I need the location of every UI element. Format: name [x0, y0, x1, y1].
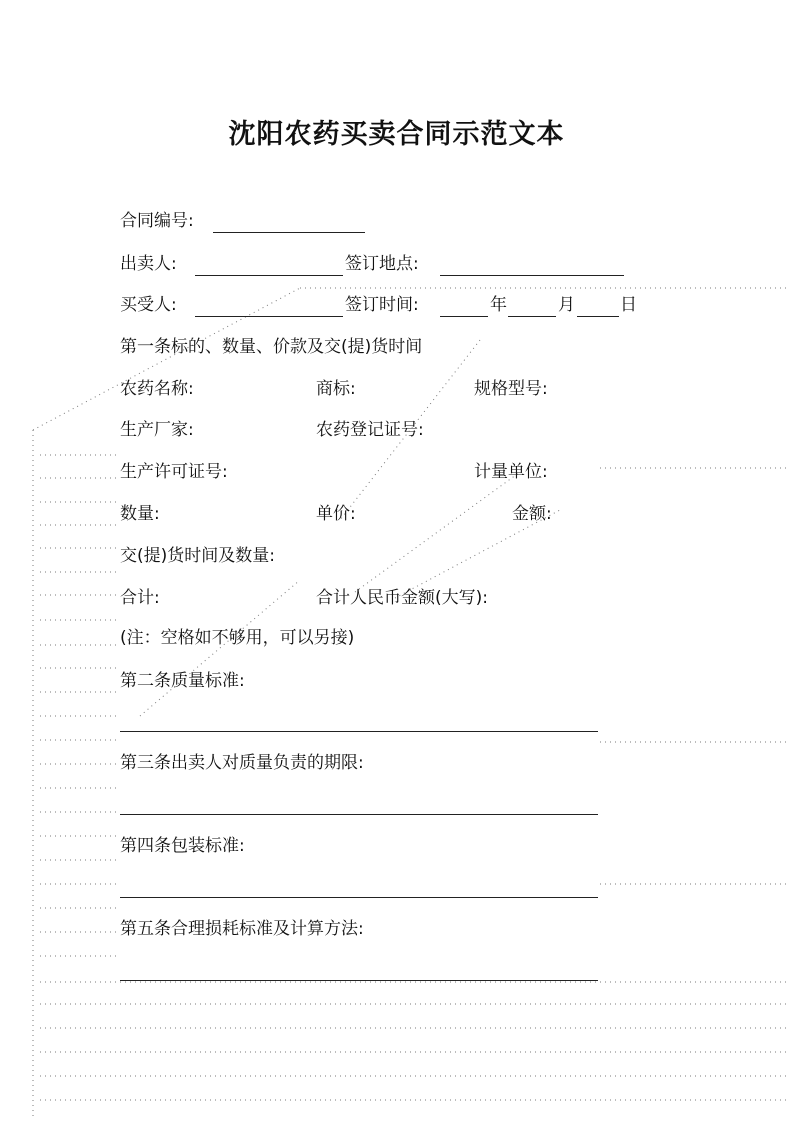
article3-heading: 第三条出卖人对质量负责的期限: [120, 753, 364, 773]
day-label: 日 [620, 295, 637, 315]
sign-place-field[interactable] [440, 275, 624, 276]
registration-number-label: 农药登记证号: [316, 420, 424, 440]
contract-number-label: 合同编号: [120, 211, 194, 231]
sign-day-field[interactable] [577, 316, 619, 317]
amount-label: 金额: [512, 504, 552, 524]
sign-month-field[interactable] [508, 316, 556, 317]
article1-heading: 第一条标的、数量、价款及交(提)货时间 [120, 337, 423, 357]
sign-year-field[interactable] [440, 316, 488, 317]
buyer-field[interactable] [195, 316, 343, 317]
article4-answer-line[interactable] [120, 897, 598, 898]
article2-heading: 第二条质量标准: [120, 671, 245, 691]
manufacturer-label: 生产厂家: [120, 420, 194, 440]
sign-place-label: 签订地点: [345, 254, 419, 274]
delivery-time-quantity-label: 交(提)货时间及数量: [120, 546, 275, 566]
total-rmb-upper-label: 合计人民币金额(大写): [316, 588, 488, 608]
trademark-label: 商标: [316, 379, 356, 399]
spacing-note: (注：空格如不够用，可以另接) [120, 628, 355, 648]
month-label: 月 [558, 295, 575, 315]
production-license-label: 生产许可证号: [120, 462, 228, 482]
document-title: 沈阳农药买卖合同示范文本 [228, 119, 565, 150]
sign-time-label: 签订时间: [345, 295, 419, 315]
spec-model-label: 规格型号: [474, 379, 548, 399]
article5-answer-line[interactable] [120, 980, 598, 981]
article4-heading: 第四条包装标准: [120, 836, 245, 856]
seller-label: 出卖人: [120, 254, 177, 274]
article2-answer-line[interactable] [120, 731, 598, 732]
article3-answer-line[interactable] [120, 814, 598, 815]
quantity-label: 数量: [120, 504, 160, 524]
unit-price-label: 单价: [316, 504, 356, 524]
article5-heading: 第五条合理损耗标准及计算方法: [120, 919, 364, 939]
total-label: 合计: [120, 588, 160, 608]
year-label: 年 [490, 295, 507, 315]
contract-number-field[interactable] [213, 232, 365, 233]
buyer-label: 买受人: [120, 295, 177, 315]
seller-field[interactable] [195, 275, 343, 276]
pesticide-name-label: 农药名称: [120, 379, 194, 399]
unit-of-measure-label: 计量单位: [474, 462, 548, 482]
